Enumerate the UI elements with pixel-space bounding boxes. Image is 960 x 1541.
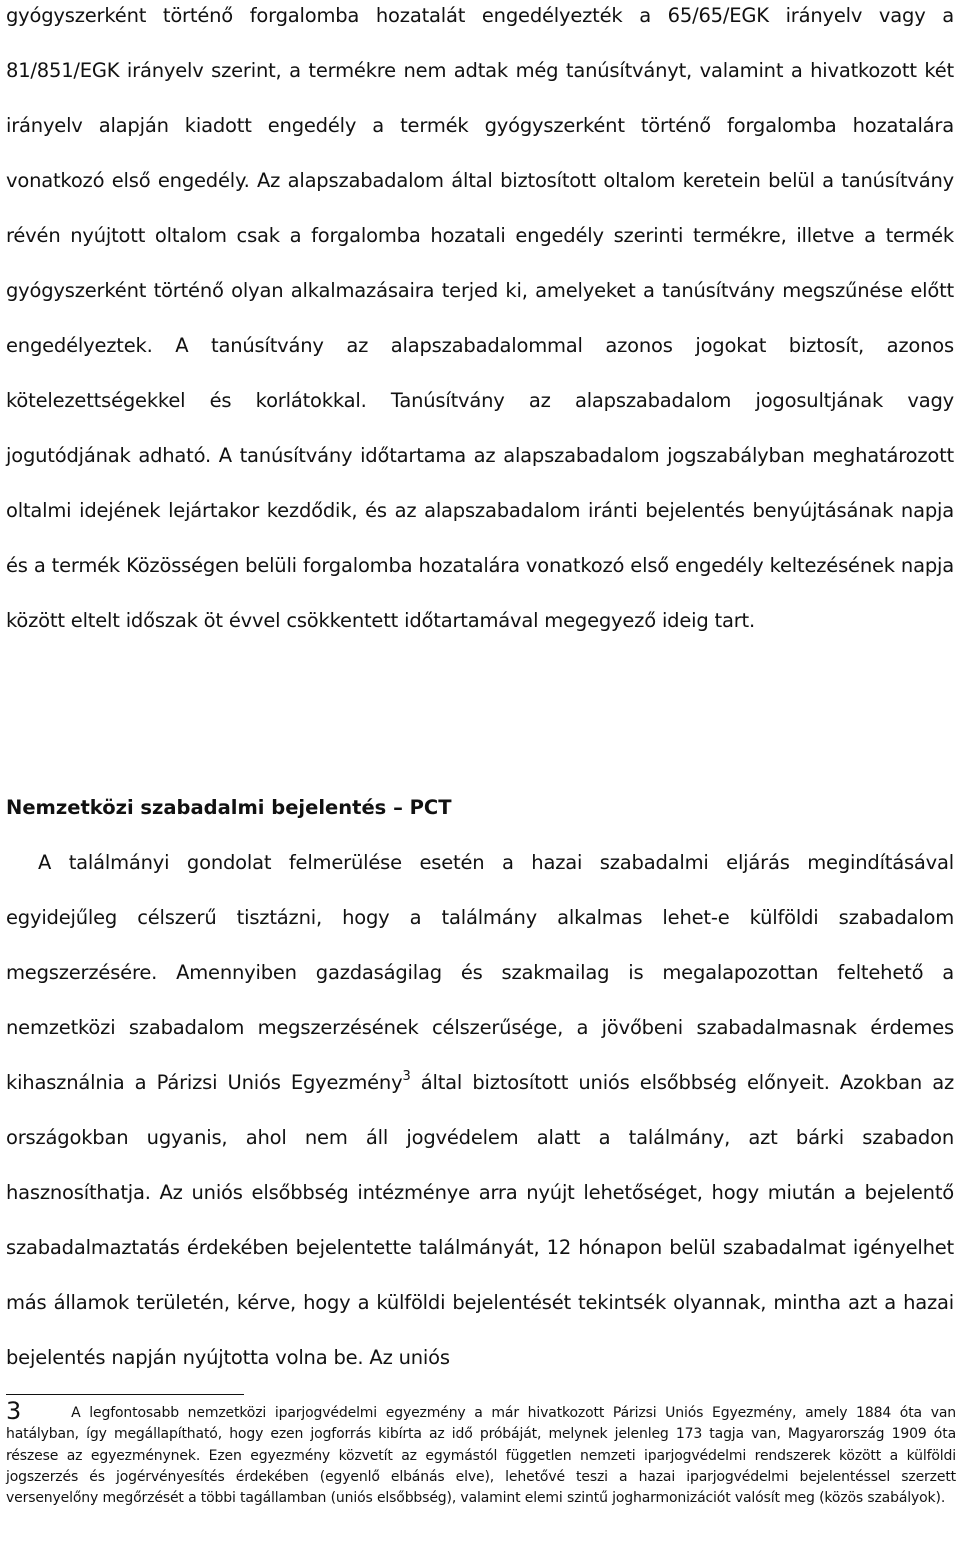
body-paragraph-2-text-b: által biztosított uniós elsőbbség előnyeit. Azokban az országokban ugyanis, ahol nem áll jogvédelem alatt a találmány, azt bárki szabadon hasznosíthatja. Az uniós elsőbbség intézménye arra nyújt lehetőséget, hogy miután a bejelentő szabadalmaztatás érdekében bejelentette találmányát, 12 hónapon belül szabadalmat igényelhet más államok területén, kérve, hogy a külföldi bejelentését tekintsék olyannak, mintha azt a hazai bejelentés napján nyújtotta volna be. Az uniós <box>6 1071 955 1369</box>
footnote <box>6 1397 956 1509</box>
footnote-text: A legfontosabb nemzetközi iparjogvédelmi egyezmény a már hivatkozott Párizsi Uniós Egyezmény, amely 1884 óta van hatályban, így megállapítható, hogy ezen jogforrás kibírta az idő próbáját, melynek jelenleg 173 tagja van, Magyarország 1909 óta részese az egyezménynek. Ezen egyezmény közvetít az egymástól független nemzeti iparjogvédelmi rendszerek között a külföldi jogszerzés és jogérvényesítés érdekében (egyenlő elbánás elve), lehetővé teszi a hazai iparjogvédelmi bejelentéssel szerzett versenyelőny megőrzését a többi tagállamban (uniós elsőbbség), valamint elemi szintű jogharmonizációt valósít meg (közös szabályok). <box>6 1405 956 1507</box>
footnote-reference[interactable]: 3 <box>402 1069 411 1084</box>
footnote-number: 3 <box>6 1397 22 1425</box>
footnote-separator <box>6 1394 244 1395</box>
body-paragraph-2-text-a: A találmányi gondolat felmerülése esetén a hazai szabadalmi eljárás megindításával egyidejűleg célszerű tisztázni, hogy a találmány alkalmas lehet-e külföldi szabadalom megszerzésére. Amennyiben gazdaságilag és szakmailag is megalapozottan feltehető a nemzetközi szabadalom megszerzésének célszerűsége, a jövőbeni szabadalmasnak érdemes kihasználnia a Párizsi Uniós Egyezmény <box>6 851 954 1094</box>
body-paragraph-2 <box>6 835 954 1385</box>
section-heading: Nemzetközi szabadalmi bejelentés – PCT <box>6 796 452 819</box>
body-paragraph-1-text: gyógyszerként történő forgalomba hozatalát engedélyezték a 65/65/EGK irányelv vagy a 81/851/EGK irányelv szerint, a termékre nem adtak még tanúsítványt, valamint a hivatkozott két irányelv alapján kiadott engedély a termék gyógyszerként történő forgalomba hozatalára vonatkozó első engedély. Az alapszabadalom által biztosított oltalom keretein belül a tanúsítvány révén nyújtott oltalom csak a forgalomba hozatali engedély szerinti termékre, illetve a termék gyógyszerként történő olyan alkalmazásaira terjed ki, amelyeket a tanúsítvány megszűnése előtt engedélyeztek. A tanúsítvány az alapszabadalommal azonos jogokat biztosít, azonos kötelezettségekkel és korlátokkal. Tanúsítvány az alapszabadalom jogosultjának vagy jogutódjának adható. A tanúsítvány időtartama az alapszabadalom jogszabályban meghatározott oltalmi idejének lejártakor kezdődik, és az alapszabadalom iránti bejelentés benyújtásának napja és a termék Közösségen belüli forgalomba hozatalára vonatkozó első engedély keltezésének napja között eltelt időszak öt évvel csökkentett időtartamával megegyező ideig tart. <box>6 4 954 632</box>
body-paragraph-1 <box>6 0 954 648</box>
